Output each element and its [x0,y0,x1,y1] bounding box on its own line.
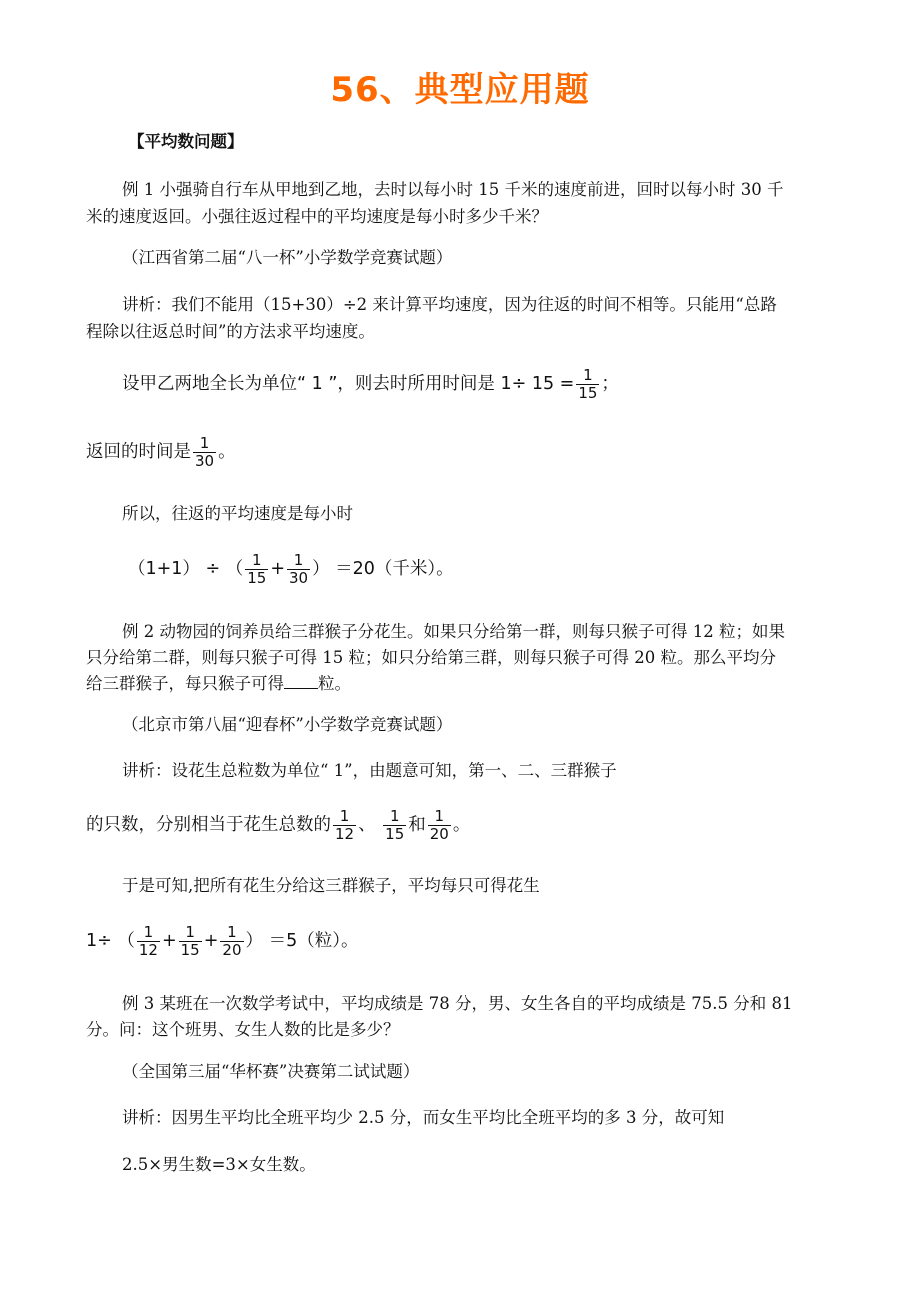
fraction [245,552,268,587]
fraction-denominator: 15 [180,940,200,959]
formula-text: 1÷ （ [86,931,135,951]
fraction-numerator: 1 [389,806,400,825]
fraction-numerator: 1 [199,433,210,452]
fraction-denominator: 15 [247,568,267,587]
example-3-line-2: 分。问：这个班男、女生人数的比是多少？ [86,1020,400,1039]
section-heading: 【平均数问题】 [128,132,244,151]
fraction-numerator: 1 [293,550,304,569]
plus-sign: + [203,931,219,951]
example-2-line-3 [86,670,351,698]
math-text: 返回的时间是 [86,442,191,462]
fraction-denominator: 15 [385,824,405,843]
fraction-denominator: 20 [429,824,449,843]
plus-sign: + [270,559,285,579]
line-text: 给三群猴子，每只猴子可得 [86,674,284,693]
example-2-line-1: 例 2 动物园的饲养员给三群猴子分花生。如果只分给第一群，则每只猴子可得 12 粒；如果 [122,622,785,641]
example-2-line-2: 只分给第二群，则每只猴子可得 15 粒；如只分给第三群，则每只猴子可得 20 粒。那么平均分 [86,648,776,667]
fraction-numerator: 1 [339,806,350,825]
fraction-numerator: 1 [583,365,593,384]
formula-text: ） ＝5（粒）。 [245,931,359,951]
example-1-math-line-1 [122,364,619,404]
example-1-analysis-line-2: 程除以往返总时间”的方法求平均速度。 [86,322,375,341]
example-1-math-line-2 [86,432,236,472]
example-2-analysis-line-1: 讲析：设花生总粒数为单位“ 1”，由题意可知，第一、二、三群猴子 [122,761,617,780]
fraction-denominator: 20 [222,940,242,959]
math-punct: ； [601,374,619,394]
fraction-denominator: 12 [335,824,355,843]
fraction-numerator: 1 [227,922,237,941]
fraction-denominator: 15 [578,383,598,402]
example-1-source: （江西省第二届“八一杯”小学数学竞赛试题） [122,248,453,267]
example-2-source: （北京市第八届“迎春杯”小学数学竞赛试题） [122,715,453,734]
fraction-denominator: 30 [289,568,309,587]
page-title: 56、典型应用题 [330,70,590,110]
plus-sign: + [161,931,177,951]
example-2-analysis-line-2: 于是可知,把所有花生分给这三群猴子，平均每只可得花生 [122,876,540,895]
separator: 、 [358,815,376,835]
fraction [383,808,406,843]
example-2-math-line [86,805,470,845]
example-1-formula [128,549,454,589]
math-punct: 。 [452,815,471,835]
example-2-formula [86,921,358,961]
math-text: 的只数，分别相当于花生总数的 [86,815,331,835]
fraction [287,552,310,587]
fraction-numerator: 1 [252,550,262,569]
fraction [179,924,202,959]
fraction-numerator: 1 [143,922,154,941]
fraction [193,435,216,470]
example-1-line-1: 例 1 小强骑自行车从甲地到乙地，去时以每小时 15 千米的速度前进，回时以每小时 30 千 [122,180,784,199]
fraction [333,808,356,843]
example-3-source: （全国第三届“华杯赛”决赛第二试试题） [122,1062,420,1081]
fraction [576,367,599,402]
example-1-line-2: 米的速度返回。小强往返过程中的平均速度是每小时多少千米？ [86,207,548,226]
fraction [137,924,160,959]
math-text: 设甲乙两地全长为单位“ 1 ”，则去时所用时间是 1÷ 15 = [122,374,575,394]
fraction-denominator: 12 [138,940,158,959]
math-punct: 。 [218,442,236,462]
line-text: 粒。 [318,674,351,693]
example-3-analysis-line-1: 讲析：因男生平均比全班平均少 2.5 分，而女生平均比全班平均的多 3 分，故可知 [122,1108,725,1127]
example-3-analysis-line-2: 2.5×男生数=3×女生数。 [122,1155,316,1174]
fraction-denominator: 30 [195,451,215,470]
fraction [428,808,451,843]
separator: 和 [408,815,426,835]
example-1-analysis-line-3: 所以，往返的平均速度是每小时 [122,504,353,523]
fraction-numerator: 1 [185,922,195,941]
fraction-numerator: 1 [434,806,445,825]
formula-text: （1+1） ÷ （ [128,559,244,579]
answer-blank [284,674,318,689]
example-1-analysis-line-1: 讲析：我们不能用（15+30）÷2 来计算平均速度，因为往返的时间不相等。只能用“总路 [122,295,777,314]
example-3-line-1: 例 3 某班在一次数学考试中，平均成绩是 78 分，男、女生各自的平均成绩是 75.5 分和 81 [122,994,793,1013]
formula-text: ） ＝20（千米）。 [312,559,454,579]
fraction [220,924,243,959]
